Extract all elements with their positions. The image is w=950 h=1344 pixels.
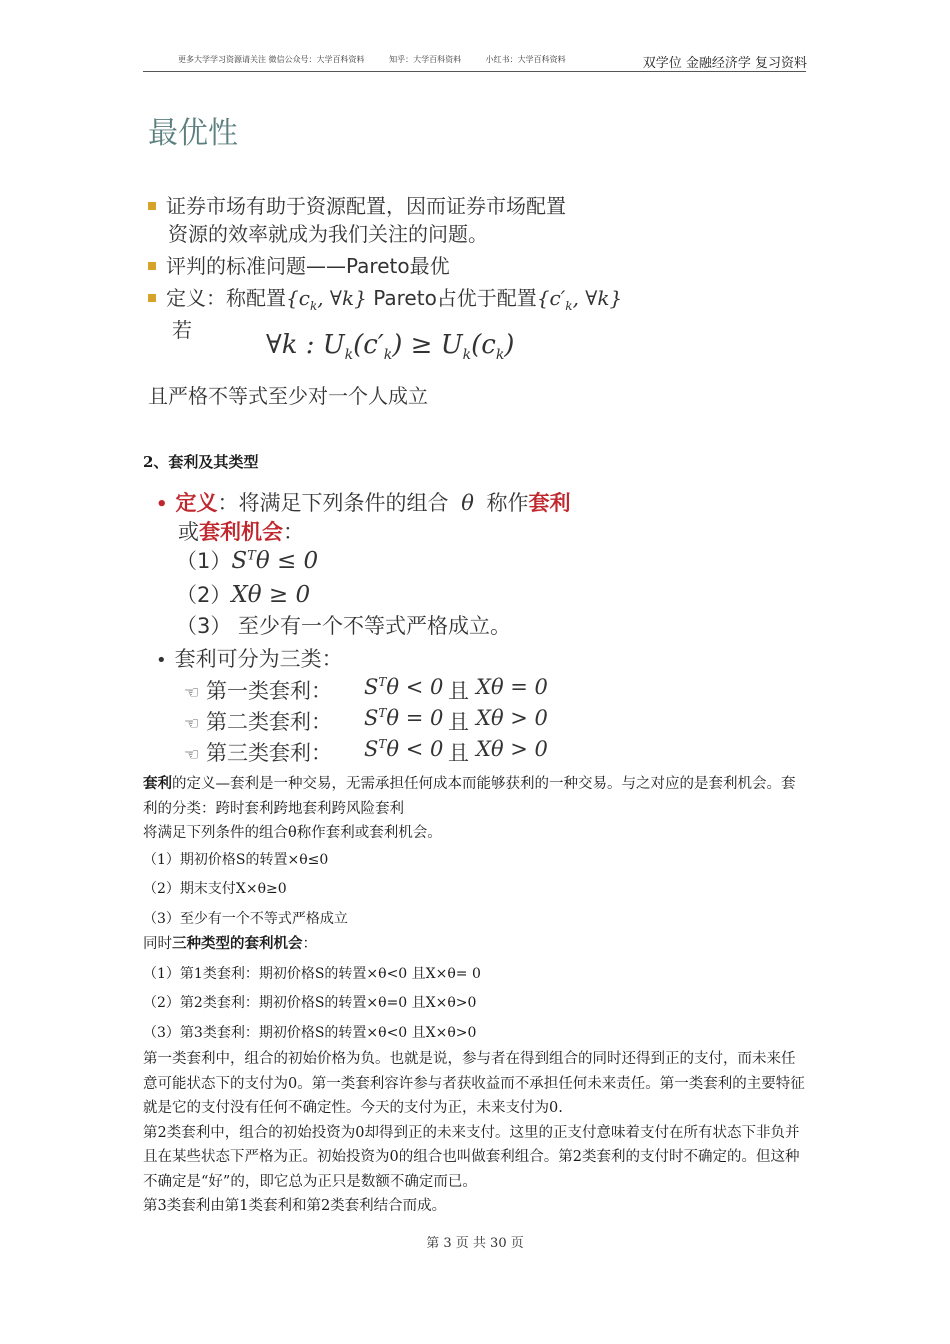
header-xiaohongshu: 小红书：大学百科资料: [485, 55, 566, 64]
t2-sup: T: [378, 706, 387, 720]
p3-post: ：: [302, 936, 317, 952]
p3-pre: 同时: [143, 936, 172, 952]
t1-s: S: [364, 675, 379, 699]
allocation-set-1: [286, 286, 367, 313]
body-text: [143, 772, 808, 1219]
colon-text: ：: [283, 520, 304, 544]
body-paragraph-3: [143, 932, 808, 957]
t1-c1: θ < 0: [386, 675, 444, 699]
set1-tail: , ∀k}: [317, 286, 367, 310]
t2-c1: θ = 0: [386, 706, 444, 730]
body-paragraph-2: 将满足下列条件的组合θ称作套利或套利机会。: [143, 825, 442, 841]
type-2-and: 且: [448, 710, 469, 734]
formula-sub-3: k: [462, 347, 472, 364]
t3-s: S: [364, 737, 379, 761]
formula-part-c: ) ≥ U: [392, 330, 463, 360]
formula-part-d: (c: [471, 330, 496, 360]
set2-sub: k: [565, 299, 573, 313]
allocation-set-2: [536, 286, 623, 313]
set2-tail: , ∀k}: [572, 286, 623, 310]
formula-sub-4: k: [495, 347, 505, 364]
pointing-hand-icon: ☜: [184, 714, 200, 734]
type-1-cond2: Xθ = 0: [476, 675, 548, 699]
type-3-and: 且: [448, 741, 469, 765]
c1-sup: T: [247, 548, 256, 564]
body-condition-3: （3）至少有一个不等式严格成立: [143, 910, 348, 927]
type-1-and: 且: [448, 679, 469, 703]
condition-2-num: （2）: [176, 583, 232, 607]
condition-1-num: （1）: [176, 549, 232, 573]
slide1-bullet-3-prefix: 定义：称配置: [166, 286, 286, 310]
set2-head: {c′: [536, 286, 566, 310]
square-bullet-icon: [148, 262, 156, 270]
slide1-last-line: 且严格不等式至少对一个人成立: [148, 384, 428, 408]
formula-sub-1: k: [344, 347, 354, 364]
body-paragraph-6: 第3类套利由第1类套利和第2类套利结合而成。: [143, 1198, 447, 1214]
formula-sub-2: k: [383, 347, 393, 364]
type-2-cond2: Xθ > 0: [476, 706, 548, 730]
body-condition-1: （1）期初价格S的转置×θ≤0: [143, 851, 329, 868]
header-right: 双学位 金融经济学 复习资料: [642, 56, 807, 71]
slide1-bullet-1-line-2: 资源的效率就成为我们关注的问题。: [168, 222, 488, 246]
section-heading-arbitrage: 2、套利及其类型: [143, 453, 259, 471]
pointing-hand-icon: ☜: [184, 745, 200, 765]
slide1-bullet-1-line-1: 证券市场有助于资源配置，因而证券市场配置: [166, 194, 566, 218]
slide1-title: 最优性: [148, 116, 238, 151]
set1-sub: k: [309, 299, 318, 313]
arbitrage-type-3: [184, 737, 548, 767]
formula-part-a: ∀k : U: [266, 330, 345, 360]
condition-1-formula: [231, 548, 318, 574]
t2-s: S: [364, 706, 379, 730]
header-zhihu: 知乎：大学百科资料: [389, 55, 462, 64]
slide1-bullet-3-mid: Pareto占优于配置: [366, 286, 537, 310]
slide2-condition-2: [176, 579, 310, 609]
type-2-label: 第二类套利：: [206, 710, 332, 734]
header-left: [178, 54, 588, 65]
arbitrage-term: 套利: [528, 491, 571, 515]
arbitrage-bold: 套利: [143, 775, 172, 792]
arbitrage-type-1: [184, 675, 548, 705]
body-type-1: （1）第1类套利：期初价格S的转置×θ<0 且X×θ= 0: [143, 965, 481, 982]
t3-c1: θ < 0: [386, 737, 444, 761]
three-types-bold: 三种类型的套利机会: [172, 935, 303, 952]
c1-s: S: [231, 548, 248, 574]
slide1-bullet-1: [148, 190, 566, 219]
body-condition-2: （2）期末支付X×θ≥0: [143, 881, 287, 897]
slide2-types-intro: [156, 643, 343, 673]
type-1-label: 第一类套利：: [206, 679, 332, 703]
square-bullet-icon: [148, 202, 156, 210]
square-bullet-icon: [148, 294, 156, 302]
page-footer: 第 3 页 共 30 页: [426, 1236, 524, 1251]
slide1-bullet-2-text: 评判的标准问题——Pareto最优: [166, 254, 450, 278]
or-text: 或: [178, 520, 199, 544]
set1-head: {c: [286, 286, 310, 310]
type-3-label: 第三类套利：: [206, 741, 332, 765]
definition-text: ：将满足下列条件的组合: [217, 491, 449, 515]
header-wechat: 更多大学学习资源请关注 微信公众号：大学百科资料: [178, 55, 365, 64]
pointing-hand-icon: ☜: [184, 683, 200, 703]
body-type-2: （2）第2类套利：期初价格S的转置×θ=0 且X×θ>0: [143, 995, 477, 1011]
formula-part-e: ): [504, 330, 515, 360]
definition-label: 定义: [175, 491, 218, 515]
arbitrage-type-2: [184, 706, 548, 736]
slide2-condition-3: （3） 至少有一个不等式严格成立。: [176, 614, 512, 638]
c1-rest: θ ≤ 0: [255, 548, 319, 574]
header-divider: [143, 71, 806, 72]
red-bullet-icon: •: [156, 494, 168, 515]
body-paragraph-5: 第2类套利中，组合的初始投资为0却得到正的未来支付。这里的正支付意味着支付在所有状态下非负并且在某些状态下严格为正。初始投资为0的组合也叫做套利组合。第2类套利的支付时不确定的。但这种不确定是“好”的，即它总为正只是数额不确定而已。: [143, 1124, 800, 1190]
condition-2-formula: Xθ ≥ 0: [231, 582, 311, 608]
formula-part-b: (c′: [353, 330, 384, 360]
arbitrage-opportunity-term: 套利机会: [199, 520, 283, 544]
slide2-condition-1: [176, 545, 318, 575]
pareto-formula: [266, 330, 514, 363]
body-paragraph-4: 第一类套利中，组合的初始价格为负。也就是说，参与者在得到组合的同时还得到正的支付，而未来任意可能状态下的支付为0。第一类套利容许参与者获收益而不承担任何未来责任。第一类套利的主要特征就是它的支付没有任何不确定性。今天的支付为正，未来支付为0.: [143, 1051, 805, 1116]
black-bullet-icon: •: [156, 650, 167, 671]
t1-sup: T: [378, 675, 387, 689]
slide2-definition-line-1: [156, 487, 571, 517]
definition-text-2: 称作: [486, 491, 529, 515]
slide1-bullet-2: [148, 250, 450, 279]
type-2-cond1: [364, 706, 443, 730]
slide2-definition-line-2: [178, 516, 304, 546]
type-3-cond2: Xθ > 0: [476, 737, 548, 761]
types-intro-text: 套利可分为三类：: [174, 647, 343, 671]
theta-symbol: θ: [461, 491, 474, 515]
type-3-cond1: [364, 737, 443, 761]
p1-text: 的定义—套利是一种交易，无需承担任何成本而能够获利的一种交易。与之对应的是套利机会。套利的分类：跨时套利跨地套利跨风险套利: [143, 776, 796, 817]
t3-sup: T: [378, 737, 387, 751]
slide1-bullet-3: [148, 282, 622, 313]
body-paragraph-1: [143, 772, 808, 821]
slide1-bullet-3-line-2: 若: [172, 318, 192, 342]
type-1-cond1: [364, 675, 443, 699]
body-type-3: （3）第3类套利：期初价格S的转置×θ<0 且X×θ>0: [143, 1024, 477, 1041]
